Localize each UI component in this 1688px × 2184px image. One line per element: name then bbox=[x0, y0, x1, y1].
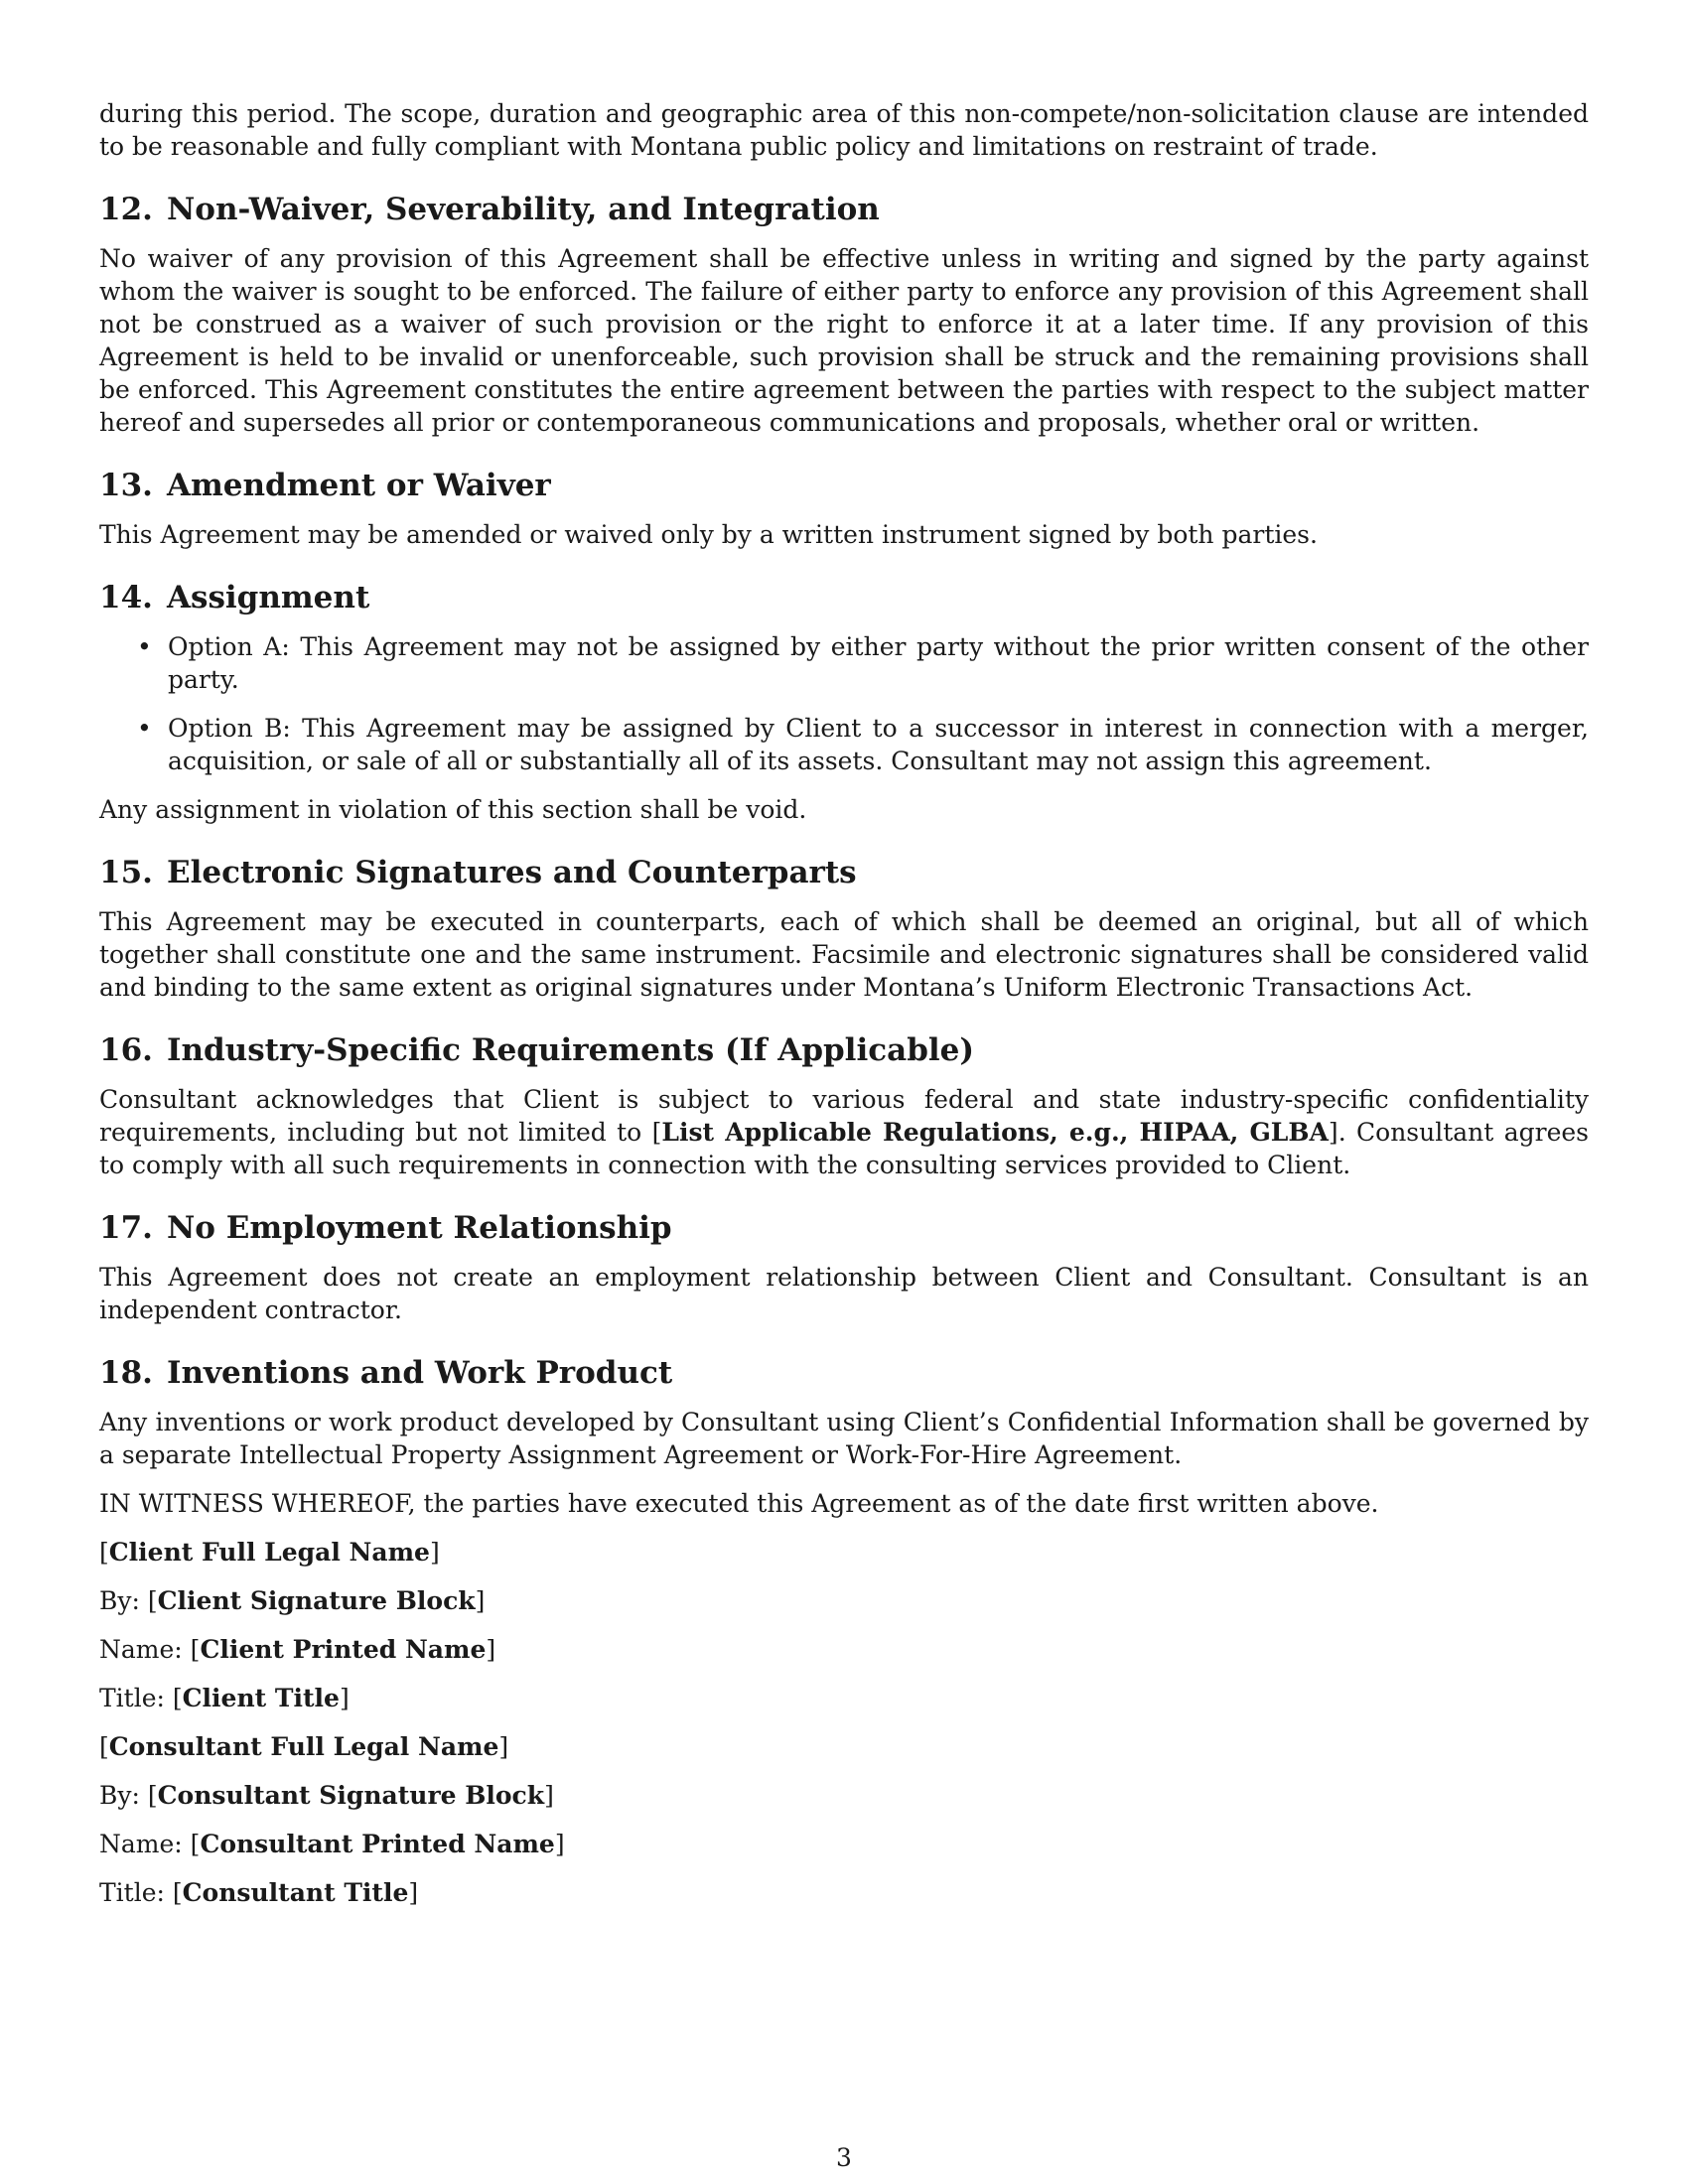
section-17-body: This Agreement does not create an employment relationship between Client and Consultant. Consultant is an independent contractor. bbox=[99, 1263, 1589, 1324]
section-number: 17. bbox=[99, 1210, 153, 1246]
client-title: Client Title bbox=[182, 1684, 340, 1712]
bracket-close: ] bbox=[486, 1635, 496, 1664]
section-number: 14. bbox=[99, 580, 153, 615]
section-13-body: This Agreement may be amended or waived only by a written instrument signed by both parties. bbox=[99, 520, 1318, 549]
bracket-open: [ bbox=[651, 1118, 662, 1147]
bullet-icon: • bbox=[137, 632, 152, 661]
bracket-close: ] bbox=[498, 1732, 509, 1761]
option-b-text: Option B: This Agreement may be assigned by Client to a successor in interest in connection with a merger, acquisition, or sale of all or substantially all of its assets. Consultant may not assign this agreement. bbox=[168, 714, 1589, 775]
bracket-open: [ bbox=[172, 1684, 183, 1712]
client-name-line bbox=[99, 1633, 1589, 1666]
option-a-text: Option A: This Agreement may not be assigned by either party without the prior written consent of the other party. bbox=[168, 632, 1589, 694]
bullet-icon: • bbox=[137, 714, 152, 743]
client-printed-name: Client Printed Name bbox=[200, 1635, 487, 1664]
title-label: Title: bbox=[99, 1684, 165, 1712]
client-by-line bbox=[99, 1584, 1589, 1617]
client-legal-name-value: Client Full Legal Name bbox=[108, 1538, 430, 1567]
witness-clause: IN WITNESS WHEREOF, the parties have executed this Agreement as of the date first written above. bbox=[99, 1489, 1379, 1518]
section-title: No Employment Relationship bbox=[166, 1210, 672, 1246]
section-title: Inventions and Work Product bbox=[166, 1355, 673, 1391]
consultant-by-line bbox=[99, 1779, 1589, 1812]
section-16-body bbox=[99, 1083, 1589, 1181]
section-14-closing: Any assignment in violation of this section shall be void. bbox=[99, 795, 807, 824]
bracket-open: [ bbox=[190, 1830, 201, 1858]
client-legal-name bbox=[99, 1536, 1589, 1569]
consultant-title-line bbox=[99, 1876, 1589, 1909]
section-title: Assignment bbox=[166, 580, 370, 615]
section-number: 13. bbox=[99, 468, 153, 503]
bracket-close: ] bbox=[339, 1684, 350, 1712]
list-item bbox=[99, 630, 1589, 696]
section-12-heading bbox=[99, 190, 1589, 229]
section-18-heading bbox=[99, 1353, 1589, 1393]
title-label: Title: bbox=[99, 1878, 165, 1907]
consultant-legal-name bbox=[99, 1730, 1589, 1763]
bracket-close: ] bbox=[544, 1781, 554, 1810]
section-title: Industry-Specific Requirements (If Applicable) bbox=[166, 1032, 975, 1068]
by-label: By: bbox=[99, 1781, 140, 1810]
by-label: By: bbox=[99, 1586, 140, 1615]
bracket-open: [ bbox=[99, 1732, 109, 1761]
client-title-line bbox=[99, 1682, 1589, 1714]
body-before: Consultant acknowledges that Client is subject to various federal and state industry-specific confidentiality requirements, including but not limited to bbox=[99, 1085, 1589, 1147]
consultant-printed-name: Consultant Printed Name bbox=[200, 1830, 555, 1858]
section-number: 18. bbox=[99, 1355, 153, 1391]
section-number: 16. bbox=[99, 1032, 153, 1068]
document-page bbox=[99, 97, 1589, 1925]
section-title: Non-Waiver, Severability, and Integration bbox=[166, 192, 880, 227]
section-17-heading bbox=[99, 1208, 1589, 1248]
intro-continuation: during this period. The scope, duration and geographic area of this non-compete/non-solicitation clause are intended to be reasonable and fully compliant with Montana public policy and limitations on restraint of trade. bbox=[99, 99, 1589, 161]
consultant-title: Consultant Title bbox=[182, 1878, 409, 1907]
bracket-open: [ bbox=[147, 1586, 158, 1615]
list-item bbox=[99, 712, 1589, 777]
page-number: 3 bbox=[836, 2143, 852, 2172]
section-title: Electronic Signatures and Counterparts bbox=[166, 855, 857, 890]
section-15-body: This Agreement may be executed in counterparts, each of which shall be deemed an original, but all of which together shall constitute one and the same instrument. Facsimile and electronic signatures shall be considered valid and binding to the same extent as original signatures under Montana’s Uniform Electronic Transactions Act. bbox=[99, 907, 1589, 1002]
bracket-close: ] bbox=[429, 1538, 440, 1567]
bracket-open: [ bbox=[147, 1781, 158, 1810]
body-after: . Consultant agrees to comply with all such requirements in connection with the consulting services provided to Client. bbox=[99, 1118, 1589, 1179]
bracket-open: [ bbox=[190, 1635, 201, 1664]
section-16-heading bbox=[99, 1030, 1589, 1070]
bracket-open: [ bbox=[172, 1878, 183, 1907]
consultant-signature-block: Consultant Signature Block bbox=[157, 1781, 545, 1810]
assignment-options-list bbox=[99, 630, 1589, 777]
section-15-heading bbox=[99, 853, 1589, 892]
bracket-close: ] bbox=[475, 1586, 486, 1615]
section-12-body: No waiver of any provision of this Agreement shall be effective unless in writing and signed by the party against whom the waiver is sought to be enforced. The failure of either party to enforce any provision of this Agreement shall not be construed as a waiver of such provision or the right to enforce it at a later time. If any provision of this Agreement is held to be invalid or unenforceable, such provision shall be struck and the remaining provisions shall be enforced. This Agreement constitutes the entire agreement between the parties with respect to the subject matter hereof and supersedes all prior or contemporaneous communications and proposals, whether oral or written. bbox=[99, 244, 1589, 437]
bracket-close: ] bbox=[1328, 1118, 1338, 1147]
section-number: 12. bbox=[99, 192, 153, 227]
client-signature-block: Client Signature Block bbox=[157, 1586, 476, 1615]
section-13-heading bbox=[99, 466, 1589, 505]
regulations-placeholder: List Applicable Regulations, e.g., HIPAA, GLBA bbox=[661, 1118, 1329, 1147]
consultant-legal-name-value: Consultant Full Legal Name bbox=[108, 1732, 499, 1761]
section-14-heading bbox=[99, 578, 1589, 617]
section-title: Amendment or Waiver bbox=[166, 468, 551, 503]
consultant-name-line bbox=[99, 1828, 1589, 1860]
bracket-open: [ bbox=[99, 1538, 109, 1567]
section-number: 15. bbox=[99, 855, 153, 890]
name-label: Name: bbox=[99, 1830, 183, 1858]
name-label: Name: bbox=[99, 1635, 183, 1664]
section-18-body: Any inventions or work product developed by Consultant using Client’s Confidential Information shall be governed by a separate Intellectual Property Assignment Agreement or Work-For-Hire Agreement. bbox=[99, 1408, 1589, 1469]
bracket-close: ] bbox=[554, 1830, 565, 1858]
bracket-close: ] bbox=[408, 1878, 419, 1907]
